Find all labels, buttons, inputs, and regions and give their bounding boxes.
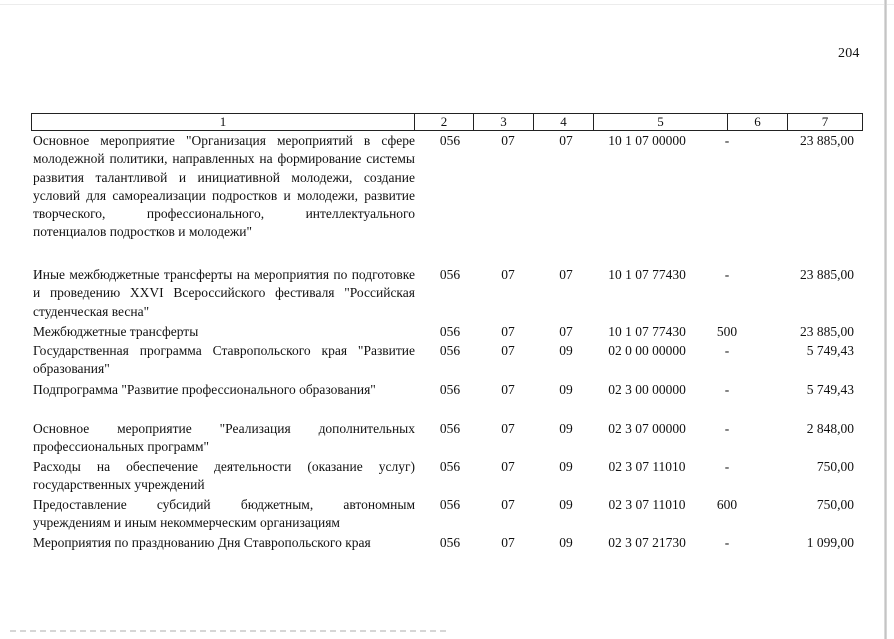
row-section: 07 (501, 343, 515, 358)
row-target-article: 10 1 07 00000 (608, 133, 686, 148)
row-subsection: 09 (559, 535, 573, 550)
row-name: Основное мероприятие "Реализация дополнительных профессиональных программ" (33, 421, 415, 455)
row-expense-type: 500 (716, 324, 738, 339)
row-target-article: 10 1 07 77430 (608, 324, 686, 339)
row-expense-type: - (724, 535, 730, 550)
row-section: 07 (501, 497, 515, 512)
row-name: Иные межбюджетные трансферты на мероприятия по подготовке и проведению XXVI Всероссийского фестиваля "Российская студенческая весна" (33, 267, 415, 319)
scan-artifact-bottom (10, 630, 450, 632)
row-expense-type: - (724, 382, 730, 397)
row-section: 07 (501, 267, 515, 282)
row-section: 07 (501, 421, 515, 436)
row-ministry-code: 056 (439, 459, 461, 474)
row-subsection: 07 (559, 133, 573, 148)
row-subsection: 09 (559, 382, 573, 397)
row-expense-type: - (724, 343, 730, 358)
header-col-6: 6 (727, 114, 787, 130)
row-ministry-code: 056 (439, 497, 461, 512)
row-ministry-code: 056 (439, 382, 461, 397)
table-header (31, 113, 863, 131)
header-col-3: 3 (473, 114, 533, 130)
row-amount: 5 749,43 (806, 343, 854, 358)
row-name: Мероприятия по празднованию Дня Ставропольского края (33, 535, 371, 550)
row-expense-type: - (724, 133, 730, 148)
row-amount: 5 749,43 (806, 382, 854, 397)
row-amount: 23 885,00 (800, 267, 854, 282)
header-col-2: 2 (414, 114, 473, 130)
row-target-article: 02 0 00 00000 (608, 343, 686, 358)
row-amount: 2 848,00 (806, 421, 854, 436)
row-subsection: 09 (559, 497, 573, 512)
row-name: Основное мероприятие "Организация мероприятий в сфере молодежной политики, направленных на формирование системы развития талантливой и инициативной молодежи, создание условий для самореализации подростков и молодежи, развитие творческого, профессионального, интеллектуального потенциалов подростков и молодежи" (33, 133, 415, 240)
row-ministry-code: 056 (439, 267, 461, 282)
row-section: 07 (501, 535, 515, 550)
row-expense-type: 600 (716, 497, 738, 512)
header-col-1: 1 (219, 114, 227, 129)
row-target-article: 02 3 07 21730 (608, 535, 686, 550)
row-target-article: 02 3 00 00000 (608, 382, 686, 397)
page-number: 204 (838, 46, 860, 61)
row-name: Предоставление субсидий бюджетным, автономным учреждениям и иным некоммерческим организациям (33, 497, 415, 531)
row-ministry-code: 056 (439, 535, 461, 550)
row-ministry-code: 056 (439, 343, 461, 358)
row-ministry-code: 056 (439, 421, 461, 436)
row-target-article: 02 3 07 00000 (608, 421, 686, 436)
row-target-article: 02 3 07 11010 (608, 497, 686, 512)
row-section: 07 (501, 382, 515, 397)
row-section: 07 (501, 133, 515, 148)
header-col-7: 7 (787, 114, 862, 130)
row-subsection: 07 (559, 267, 573, 282)
row-amount: 750,00 (816, 459, 854, 474)
row-expense-type: - (724, 421, 730, 436)
row-amount: 750,00 (816, 497, 854, 512)
row-expense-type: - (724, 267, 730, 282)
header-col-4: 4 (533, 114, 593, 130)
row-expense-type: - (724, 459, 730, 474)
row-name: Подпрограмма "Развитие профессионального образования" (33, 382, 376, 397)
row-name: Государственная программа Ставропольского края "Развитие образования" (33, 343, 415, 377)
row-amount: 1 099,00 (806, 535, 854, 550)
row-subsection: 09 (559, 421, 573, 436)
scan-artifact-edge (884, 0, 887, 639)
row-target-article: 10 1 07 77430 (608, 267, 686, 282)
row-subsection: 09 (559, 343, 573, 358)
row-section: 07 (501, 459, 515, 474)
header-col-5: 5 (593, 114, 727, 130)
scan-artifact-top (0, 4, 894, 5)
row-subsection: 07 (559, 324, 573, 339)
row-amount: 23 885,00 (800, 133, 854, 148)
row-ministry-code: 056 (439, 324, 461, 339)
row-name: Расходы на обеспечение деятельности (оказание услуг) государственных учреждений (33, 459, 415, 493)
row-amount: 23 885,00 (800, 324, 854, 339)
row-target-article: 02 3 07 11010 (608, 459, 686, 474)
row-subsection: 09 (559, 459, 573, 474)
row-ministry-code: 056 (439, 133, 461, 148)
row-section: 07 (501, 324, 515, 339)
row-name: Межбюджетные трансферты (33, 324, 199, 339)
